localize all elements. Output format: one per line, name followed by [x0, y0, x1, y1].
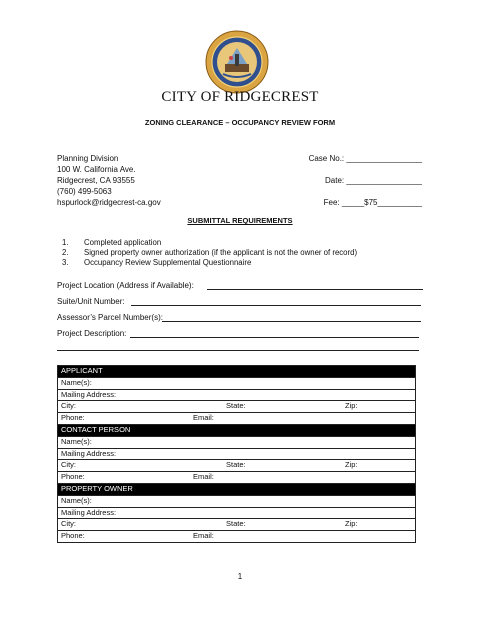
contact-name-row[interactable]: Name(s):	[58, 437, 415, 449]
requirement-text: Completed application	[84, 238, 162, 247]
address-line-street: 100 W. California Ave.	[57, 165, 136, 174]
project-description-line-2[interactable]	[57, 350, 419, 351]
section-header-applicant: APPLICANT	[58, 366, 415, 378]
applicant-city-row[interactable]: City: State: Zip:	[58, 401, 415, 413]
requirement-item-3	[62, 258, 251, 268]
address-line-phone: (760) 499-5063	[57, 187, 112, 196]
parcel-number-line[interactable]	[162, 321, 421, 322]
suite-unit-line[interactable]	[131, 305, 421, 306]
suite-unit-label: Suite/Unit Number:	[57, 297, 125, 306]
owner-phone-row[interactable]: Phone: Email:	[61, 531, 214, 541]
requirement-number: 2.	[62, 248, 69, 257]
requirement-text: Signed property owner authorization (if the applicant is not the owner of record)	[84, 248, 358, 257]
contact-city-row[interactable]: City: State: Zip:	[58, 460, 415, 472]
address-line-city: Ridgecrest, CA 93555	[57, 176, 135, 185]
owner-name-row[interactable]: Name(s):	[58, 496, 415, 508]
project-location-label: Project Location (Address if Available):	[57, 281, 194, 290]
project-description-label: Project Description:	[57, 329, 127, 338]
project-description-line[interactable]	[130, 337, 419, 338]
requirement-number: 3.	[62, 258, 69, 267]
requirement-text: Occupancy Review Supplemental Questionnaire	[84, 258, 252, 267]
requirement-item-2	[62, 248, 357, 258]
address-line-division: Planning Division	[57, 154, 119, 163]
requirement-number: 1.	[62, 238, 69, 247]
owner-city-row[interactable]: City: State: Zip:	[58, 519, 415, 531]
form-title: ZONING CLEARANCE – OCCUPANCY REVIEW FORM	[144, 118, 336, 127]
address-line-email: hspurlock@ridgecrest-ca.gov	[57, 198, 161, 207]
requirement-item-1	[62, 238, 161, 248]
page-number: 1	[237, 572, 243, 581]
section-header-property-owner: PROPERTY OWNER	[58, 484, 415, 496]
city-seal-logo	[205, 30, 269, 94]
contact-mailing-row[interactable]: Mailing Address:	[58, 449, 415, 461]
fee-field[interactable]: Fee: _____$75__________	[323, 198, 422, 207]
submittal-requirements-heading: SUBMITTAL REQUIREMENTS	[187, 216, 293, 225]
applicant-mailing-row[interactable]: Mailing Address:	[58, 390, 415, 402]
owner-mailing-row[interactable]: Mailing Address:	[58, 508, 415, 520]
contacts-table	[57, 365, 416, 543]
section-header-contact-person: CONTACT PERSON	[58, 425, 415, 437]
case-number-field[interactable]: Case No.: _________________	[308, 154, 422, 163]
city-name-heading: CITY OF RIDGECREST	[161, 89, 319, 105]
contact-phone-row[interactable]: Phone: Email:	[58, 472, 415, 484]
applicant-name-row[interactable]: Name(s):	[58, 378, 415, 390]
parcel-number-label: Assessor’s Parcel Number(s):	[57, 313, 163, 322]
project-location-line[interactable]	[207, 289, 423, 290]
applicant-phone-row[interactable]: Phone: Email:	[58, 413, 415, 425]
date-field[interactable]: Date: _________________	[325, 176, 422, 185]
